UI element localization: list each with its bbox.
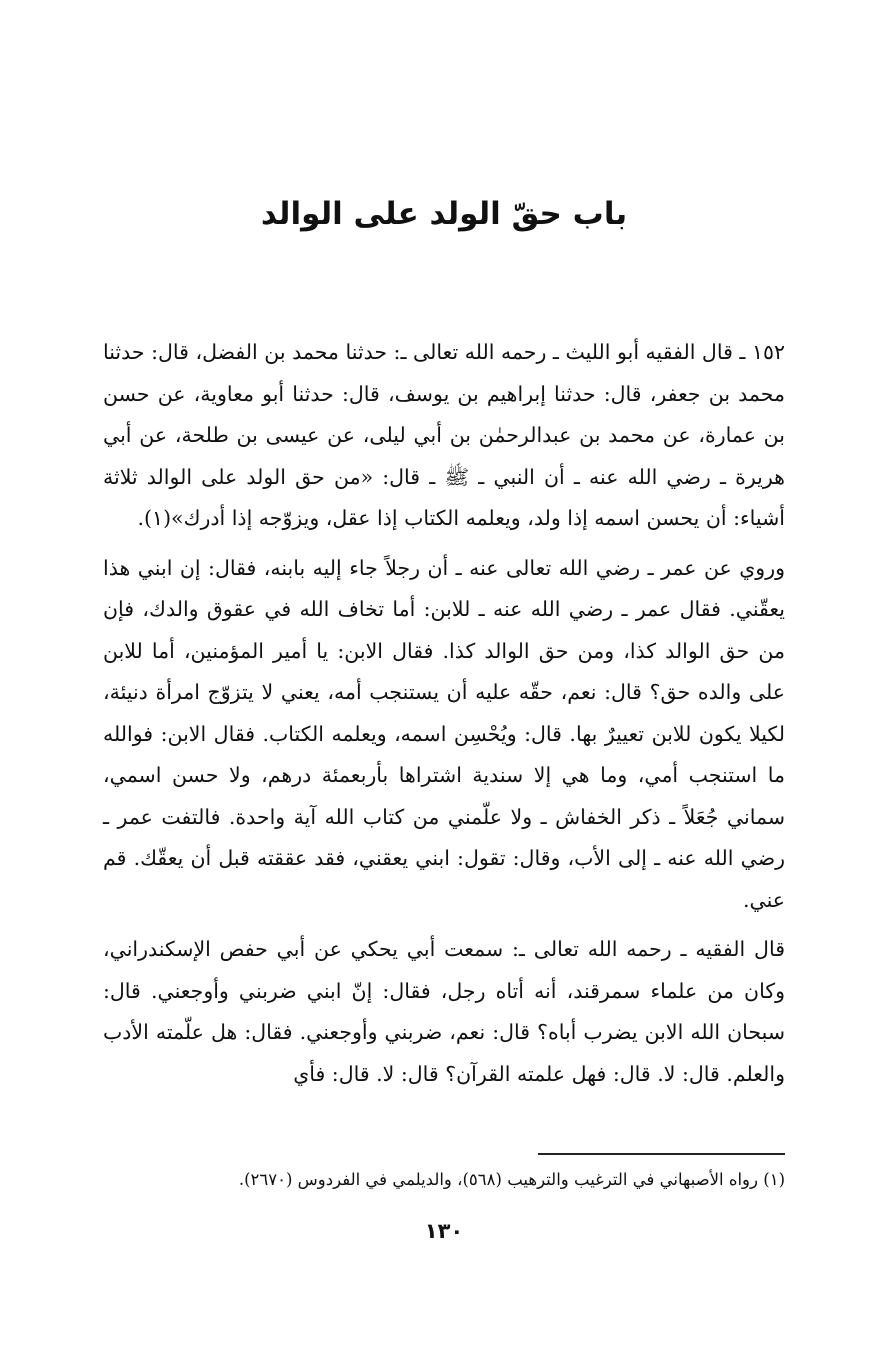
page-number: ١٣٠ xyxy=(424,1219,464,1243)
paragraph-hadith-152: ١٥٢ ـ قال الفقيه أبو الليث ـ رحمه الله تعالى ـ: حدثنا محمد بن الفضل، قال: حدثنا محمد بن جعفر، قال: حدثنا إبراهيم بن يوسف، قال: حدثنا أبو معاوية، عن حسن بن عمارة، عن محمد بن عبدالرحمٰن بن أبي ليلى، عن عيسى بن طلحة، عن أبي هريرة ـ رضي الله عنه ـ أن النبي ـ ﷺ ـ قال: «من حق الولد على الوالد ثلاثة أشياء: أن يحسن اسمه إذا ولد، ويعلمه الكتاب إذا عقل، ويزوّجه إذا أدرك»(١). xyxy=(103,340,785,530)
chapter-title: باب حقّ الولد على الوالد xyxy=(260,196,628,232)
footnote-divider xyxy=(538,1153,785,1155)
body-text xyxy=(103,332,785,1103)
paragraph-faqih-story: قال الفقيه ـ رحمه الله تعالى ـ: سمعت أبي يحكي عن أبي حفص الإسكندراني، وكان من علماء سمرقند، أنه أتاه رجل، فقال: إنّ ابني ضربني وأوجعني. قال: سبحان الله الابن يضرب أباه؟ قال: نعم، ضربني وأوجعني. فقال: هل علّمته الأدب والعلم. قال: لا. قال: فهل علمته القرآن؟ قال: لا. قال: فأي xyxy=(103,937,785,1086)
paragraph-umar-story: وروي عن عمر ـ رضي الله تعالى عنه ـ أن رجلاً جاء إليه بابنه، فقال: إن ابني هذا يعقّني. فقال عمر ـ رضي الله عنه ـ للابن: أما تخاف الله في عقوق والدك، فإن من حق الوالد كذا، ومن حق الوالد كذا. فقال الابن: يا أمير المؤمنين، أما للابن على والده حق؟ قال: نعم، حقّه عليه أن يستنجب أمه، يعني لا يتزوّج امرأة دنيئة، لكيلا يكون للابن تعييرٌ بها. قال: ويُحْسِن اسمه، ويعلمه الكتاب. فقال الابن: فوالله ما استنجب أمي، وما هي إلا سندية اشتراها بأربعمئة درهم، ولا حسن اسمي، سماني جُعَلاً ـ ذكر الخفاش ـ ولا علّمني من كتاب الله آية واحدة. فالتفت عمر ـ رضي الله عنه ـ إلى الأب، وقال: تقول: ابني يعقني، فقد عققته قبل أن يعقّك. قم عني. xyxy=(103,555,785,912)
footnote: (١) رواه الأصبهاني في الترغيب والترهيب (٥٦٨)، والديلمي في الفردوس (٢٦٧٠). xyxy=(238,1170,785,1189)
